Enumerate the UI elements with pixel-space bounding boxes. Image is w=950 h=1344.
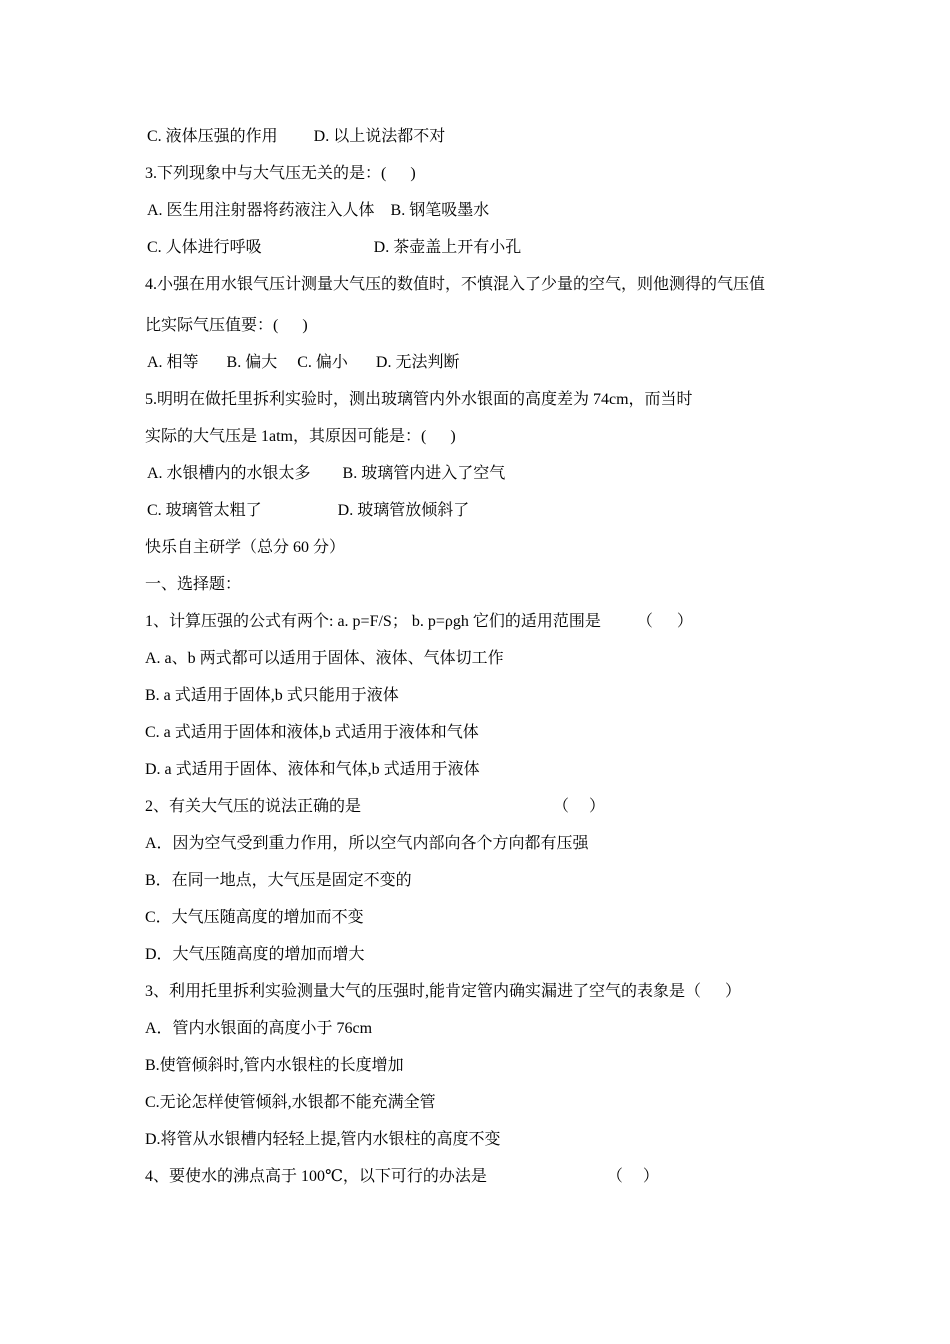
question-5-stem: 5.明明在做托里拆利实验时，测出玻璃管内外水银面的高度差为 74cm，而当时	[145, 391, 693, 408]
text-line: A．管内水银面的高度小于 76cm	[145, 1020, 373, 1037]
text-line: D.将管从水银槽内轻轻上提,管内水银柱的高度不变	[145, 1131, 501, 1148]
text-line: C．大气压随高度的增加而不变	[145, 909, 364, 926]
text-line: D．大气压随高度的增加而增大	[145, 946, 365, 963]
text-line: C. 人体进行呼吸 D. 茶壶盖上开有小孔	[147, 239, 522, 256]
question-4-stem: 4、要使水的沸点高于 100℃，以下可行的办法是 （ ）	[145, 1168, 659, 1185]
question-3-stem: 3、利用托里拆利实验测量大气的压强时,能肯定管内确实漏进了空气的表象是（ ）	[145, 983, 742, 1000]
text-line: A. 相等 B. 偏大 C. 偏小 D. 无法判断	[147, 354, 460, 371]
section-heading: 快乐自主研学（总分 60 分）	[145, 539, 346, 556]
question-4-stem: 4.小强在用水银气压计测量大气压的数值时，不慎混入了少量的空气，则他测得的气压值	[145, 276, 766, 293]
text-line: 实际的大气压是 1atm，其原因可能是：( )	[145, 428, 456, 445]
text-line: D. a 式适用于固体、液体和气体,b 式适用于液体	[145, 761, 480, 778]
text-line: C. 液体压强的作用 D. 以上说法都不对	[147, 128, 446, 145]
text-line: B. a 式适用于固体,b 式只能用于液体	[145, 687, 399, 704]
text-line: B.使管倾斜时,管内水银柱的长度增加	[145, 1057, 404, 1074]
text-line: C.无论怎样使管倾斜,水银都不能充满全管	[145, 1094, 436, 1111]
text-line: A. 医生用注射器将药液注入人体 B. 钢笔吸墨水	[147, 202, 490, 219]
text-line: C. 玻璃管太粗了 D. 玻璃管放倾斜了	[147, 502, 470, 519]
text-line: A．因为空气受到重力作用，所以空气内部向各个方向都有压强	[145, 835, 589, 852]
text-line: 比实际气压值要：( )	[145, 317, 308, 334]
text-line: C. a 式适用于固体和液体,b 式适用于液体和气体	[145, 724, 479, 741]
subsection-heading: 一、选择题：	[145, 576, 242, 593]
question-2-stem: 2、有关大气压的说法正确的是 （ ）	[145, 798, 606, 815]
question-1-stem: 1、计算压强的公式有两个: a. p=F/S； b. p=ρgh 它们的适用范围是 （ ）	[145, 613, 693, 630]
text-line: A. 水银槽内的水银太多 B. 玻璃管内进入了空气	[147, 465, 506, 482]
question-3-stem: 3.下列现象中与大气压无关的是：( )	[145, 165, 416, 182]
text-line: B．在同一地点，大气压是固定不变的	[145, 872, 412, 889]
text-line: A. a、b 两式都可以适用于固体、液体、气体切工作	[145, 650, 504, 667]
